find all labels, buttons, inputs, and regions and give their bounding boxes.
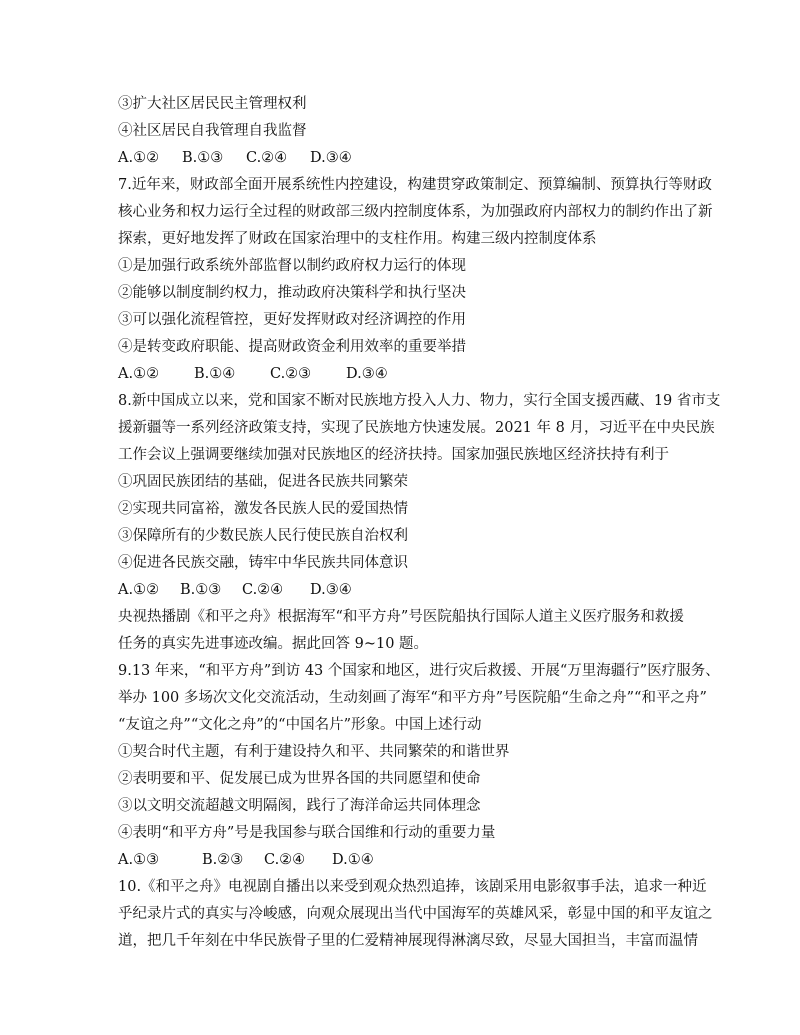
q9-stem-line-3: “友谊之舟”“文化之舟”的“中国名片”形象。中国上述行动 <box>118 717 482 733</box>
q8-option-a: A.①② <box>118 582 160 598</box>
q7-stem-line-2: 核心业务和权力运行全过程的财政部三级内控制度体系，为加强政府内部权力的制约作出了新 <box>118 204 713 220</box>
q10-stem-line-3: 道，把几千年刻在中华民族骨子里的仁爱精神展现得淋漓尽致，尽显大国担当，丰富而温情 <box>118 933 698 949</box>
q7-item-3: ③可以强化流程管控，更好发挥财政对经济调控的作用 <box>118 312 466 328</box>
q8-options <box>118 580 352 600</box>
q7-item-2: ②能够以制度制约权力，推动政府决策科学和执行坚决 <box>118 285 466 301</box>
q9-option-a: A.①③ <box>118 852 160 868</box>
q8-item-4: ④促进各民族交融，铸牢中华民族共同体意识 <box>118 555 408 571</box>
material-line-1: 央视热播剧《和平之舟》根据海军“和平方舟”号医院船执行国际人道主义医疗服务和救援 <box>118 609 684 625</box>
q9-options <box>118 850 374 870</box>
q8-stem-line-1: 8.新中国成立以来，党和国家不断对民族地方投入人力、物力，实行全国支援西藏、19 省市支 <box>118 393 721 409</box>
q8-item-2: ②实现共同富裕，激发各民族人民的爱国热情 <box>118 501 408 517</box>
q9-option-c: C.②④ <box>264 852 306 868</box>
q8-stem-line-2: 援新疆等一系列经济政策支持，实现了民族地方快速发展。2021 年 8 月，习近平在中央民族 <box>118 420 715 436</box>
q9-item-2: ②表明要和平、促发展已成为世界各国的共同愿望和使命 <box>118 771 481 787</box>
q9-item-3: ③以文明交流超越文明隔阂，践行了海洋命运共同体理念 <box>118 798 481 814</box>
q8-option-d: D.③④ <box>310 582 352 598</box>
q9-stem-line-2: 举办 100 多场次文化交流活动，生动刻画了海军“和平方舟”号医院船“生命之舟”“和平之舟” <box>118 690 707 706</box>
q7-option-d: D.③④ <box>346 366 388 382</box>
q8-stem-line-3: 工作会议上强调要继续加强对民族地区的经济扶持。国家加强民族地区经济扶持有利于 <box>118 447 669 463</box>
q9-option-b: B.②③ <box>202 852 244 868</box>
q10-stem-line-1: 10.《和平之舟》电视剧自播出以来受到观众热烈追捧，该剧采用电影叙事手法，追求一种近 <box>118 879 707 895</box>
q8-item-3: ③保障所有的少数民族人民行使民族自治权利 <box>118 528 408 544</box>
q9-item-4: ④表明“和平方舟”号是我国参与联合国维和行动的重要力量 <box>118 825 496 841</box>
q10-stem-line-2: 乎纪录片式的真实与冷峻感，向观众展现出当代中国海军的英雄风采，彰显中国的和平友谊之 <box>118 906 713 922</box>
q6-option-b: B.①③ <box>182 150 224 166</box>
q9-option-d: D.①④ <box>332 852 374 868</box>
q8-item-1: ①巩固民族团结的基础，促进各民族共同繁荣 <box>118 474 408 490</box>
q6-option-a: A.①② <box>118 150 160 166</box>
q6-item-3: ③扩大社区居民民主管理权利 <box>118 96 307 112</box>
q7-item-1: ①是加强行政系统外部监督以制约政府权力运行的体现 <box>118 258 466 274</box>
q6-options <box>118 148 352 168</box>
q7-option-b: B.①④ <box>194 366 236 382</box>
q9-stem-line-1: 9.13 年来，“和平方舟”到访 43 个国家和地区，进行灾后救援、开展“万里海疆行”医疗服务、 <box>118 663 720 679</box>
q6-option-d: D.③④ <box>310 150 352 166</box>
q7-stem-line-1: 7.近年来，财政部全面开展系统性内控建设，构建贯穿政策制定、预算编制、预算执行等财政 <box>118 177 712 193</box>
q7-option-a: A.①② <box>118 366 160 382</box>
q7-stem-line-3: 探索，更好地发挥了财政在国家治理中的支柱作用。构建三级内控制度体系 <box>118 231 597 247</box>
q6-option-c: C.②④ <box>246 150 288 166</box>
q7-option-c: C.②③ <box>270 366 312 382</box>
q8-option-c: C.②④ <box>242 582 284 598</box>
q6-item-4: ④社区居民自我管理自我监督 <box>118 123 307 139</box>
material-line-2: 任务的真实先进事迹改编。据此回答 9~10 题。 <box>118 636 429 652</box>
q8-option-b: B.①③ <box>180 582 222 598</box>
q7-item-4: ④是转变政府职能、提高财政资金利用效率的重要举措 <box>118 339 466 355</box>
q9-item-1: ①契合时代主题，有利于建设持久和平、共同繁荣的和谐世界 <box>118 744 510 760</box>
q7-options <box>118 364 388 384</box>
